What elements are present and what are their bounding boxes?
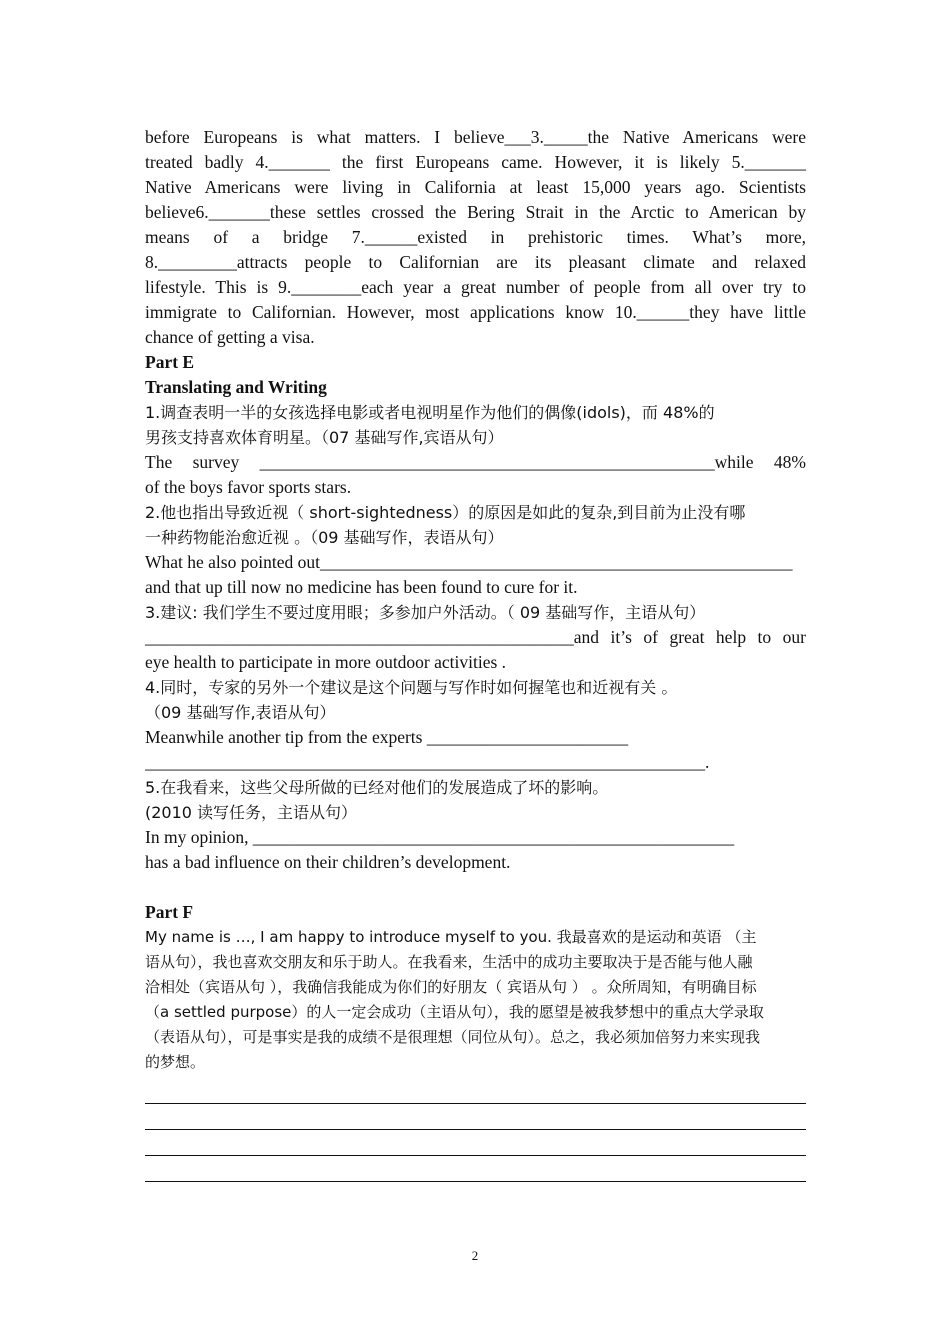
writing-line[interactable] (145, 1157, 806, 1182)
prompt-line: （表语从句），可是事实是我的成绩不是很理想（同位从句）。总之，我必须加倍努力来实现我 (145, 1028, 761, 1046)
answer-line: Meanwhile another tip from the experts _______________________ (145, 727, 629, 747)
question-chinese: （09 基础写作,表语从句） (145, 703, 336, 722)
answer-line: In my opinion, _______________________________________________________ (145, 827, 735, 847)
passage-line: treated badly 4._______ the first Europeans came. However, it is likely 5._______ (145, 152, 806, 172)
question-5 (145, 775, 806, 875)
question-chinese: 一种药物能治愈近视 。（09 基础写作，表语从句） (145, 528, 504, 547)
writing-lines (145, 1079, 806, 1182)
prompt-line: 的梦想。 (145, 1053, 206, 1071)
writing-line[interactable] (145, 1131, 806, 1156)
part-e-heading: Part E (145, 352, 195, 372)
passage-line: lifestyle. This is 9.________each year a great number of people from all over try to (145, 277, 806, 297)
answer-line: The survey ____________________________________________________while 48% (145, 452, 806, 472)
writing-line[interactable] (145, 1105, 806, 1130)
passage-line: Native Americans were living in California at least 15,000 years ago. Scientists (145, 177, 806, 197)
part-f-heading: Part F (145, 902, 194, 922)
part-e-subheading: Translating and Writing (145, 377, 327, 397)
passage-line: before Europeans is what matters. I believe___3._____the Native Americans were (145, 127, 806, 147)
passage-line: believe6._______these settles crossed the Bering Strait in the Arctic to American by (145, 202, 806, 222)
answer-line: eye health to participate in more outdoor activities . (145, 652, 507, 672)
answer-line: of the boys favor sports stars. (145, 477, 352, 497)
part-f-prompt (145, 925, 806, 1075)
passage-line: 8._________attracts people to Californian are its pleasant climate and relaxed (145, 252, 806, 272)
passage-line: means of a bridge 7.______existed in prehistoric times. What’s more, (145, 227, 806, 247)
question-chinese: (2010 读写任务，主语从句） (145, 803, 358, 822)
question-4 (145, 675, 806, 775)
question-2 (145, 500, 806, 600)
page-number: 2 (471, 1248, 479, 1263)
document-page (145, 125, 806, 1183)
prompt-line: 洽相处（宾语从句 ），我确信我能成为你们的好朋友（ 宾语从句 ） 。众所周知，有明确目标 (145, 978, 757, 996)
prompt-line: My name is …, I am happy to introduce myself to you. 我最喜欢的是运动和英语 （主 (145, 928, 757, 946)
question-chinese: 2.他也指出导致近视（ short-sightedness）的原因是如此的复杂,到目前为止没有哪 (145, 503, 746, 522)
answer-line: ________________________________________________________________. (145, 752, 710, 772)
answer-line: What he also pointed out______________________________________________________ (145, 552, 793, 572)
passage-line: chance of getting a visa. (145, 327, 315, 347)
question-1 (145, 400, 806, 500)
writing-line[interactable] (145, 1079, 806, 1104)
answer-line: and that up till now no medicine has been found to cure for it. (145, 577, 578, 597)
question-3 (145, 600, 806, 675)
prompt-line: 语从句），我也喜欢交朋友和乐于助人。在我看来，生活中的成功主要取决于是否能与他人融 (145, 953, 753, 971)
question-chinese: 男孩支持喜欢体育明星。（07 基础写作,宾语从句） (145, 428, 504, 447)
question-chinese: 3.建议: 我们学生不要过度用眼；多参加户外活动。（ 09 基础写作，主语从句） (145, 603, 706, 622)
part-d-passage (145, 125, 806, 350)
question-chinese: 1.调查表明一半的女孩选择电影或者电视明星作为他们的偶像(idols)，而 48%的 (145, 403, 715, 422)
answer-line: has a bad influence on their children’s development. (145, 852, 511, 872)
answer-line: _________________________________________________and it’s of great help to our (145, 627, 806, 647)
question-chinese: 4.同时，专家的另外一个建议是这个问题与写作时如何握笔也和近视有关 。 (145, 678, 678, 697)
question-chinese: 5.在我看来，这些父母所做的已经对他们的发展造成了坏的影响。 (145, 778, 609, 797)
prompt-line: （a settled purpose）的人一定会成功（主语从句），我的愿望是被我梦想中的重点大学录取 (145, 1003, 764, 1021)
passage-line: immigrate to Californian. However, most applications know 10.______they have little (145, 302, 806, 322)
